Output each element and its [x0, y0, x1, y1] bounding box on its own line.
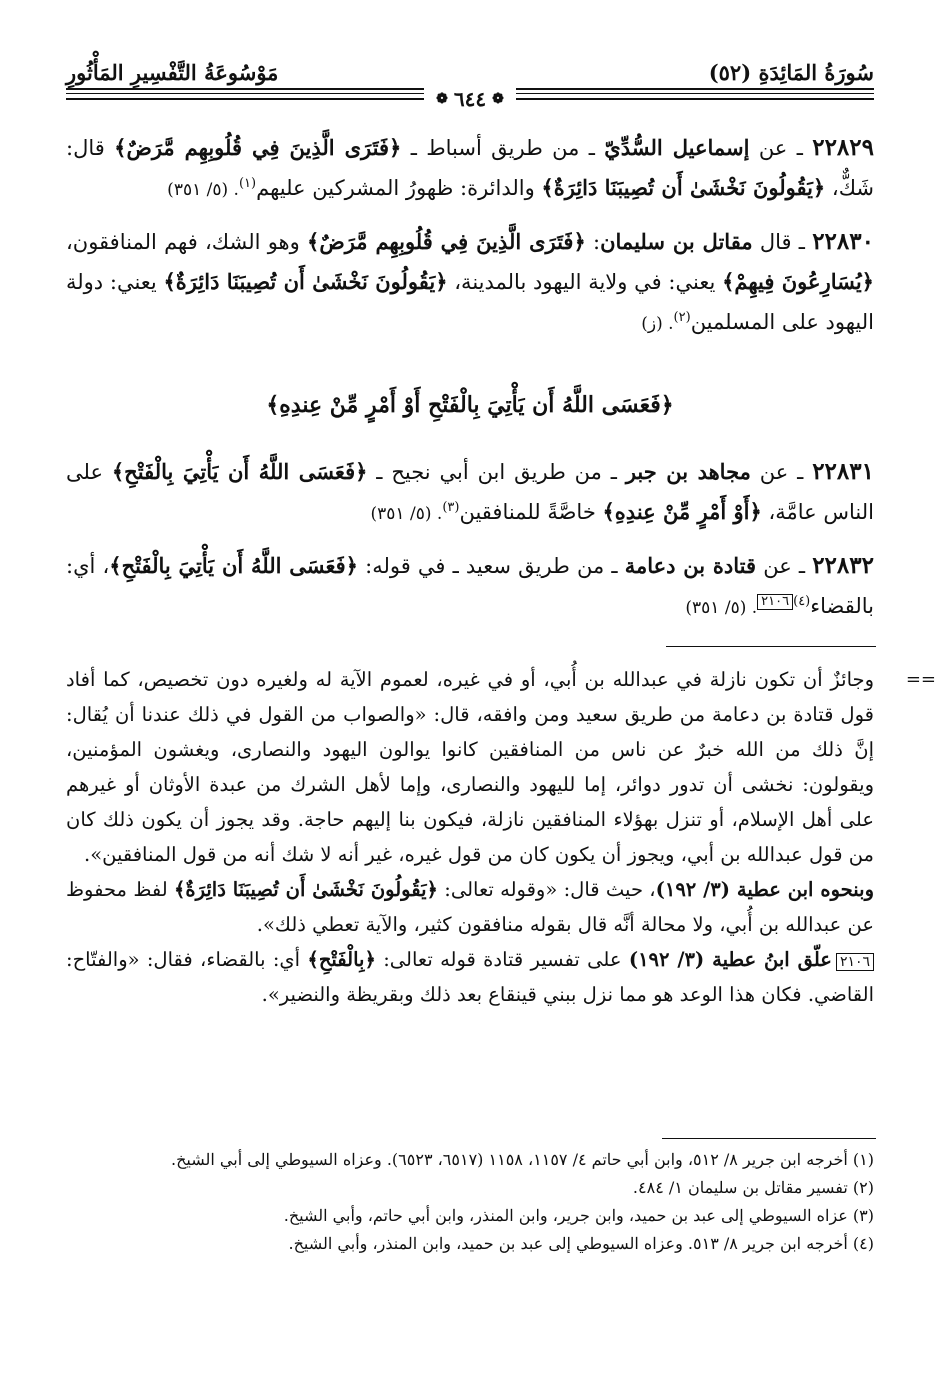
entry-text: ـ من طريق ابن أبي نجيح ـ [367, 460, 626, 484]
commentary-text: على تفسير قتادة قوله تعالى: [375, 948, 629, 971]
entry-number: ٢٢٨٣٠ [812, 228, 874, 255]
ayah-heading: ﴿فَعَسَى اللَّهُ أَن يَأْتِيَ بِالْفَتْحِ أَوْ أَمْرٍ مِّنْ عِندِهِ﴾ [266, 392, 674, 418]
commentary-text: لفظ محفوظ عن عبدالله بن أُبي، ولا محالة أنَّه قال بقوله منافقون كثير، والآية تعطي ذلك». [66, 878, 874, 936]
source-reference: . (ز) [641, 314, 674, 334]
entry-text: والدائرة: ظهورُ المشركين عليهم [256, 176, 542, 200]
quran-quote: ﴿فَعَسَى اللَّهُ أَن يَأْتِيَ بِالْفَتْحِ﴾ [111, 459, 368, 484]
header-surah-title: سُورَةُ المَائِدَةِ (٥٢) [708, 60, 874, 85]
narrator-name: مقاتل بن سليمان [600, 229, 753, 254]
entry-text: ـ عن [749, 136, 813, 160]
entry-text: ـ من طريق سعيد ـ في قوله: [357, 554, 625, 578]
entry-number: ٢٢٨٣٢ [812, 552, 874, 579]
commentary-author: وبنحوه ابن عطية (٣/ ١٩٢) [655, 878, 874, 901]
narrator-name: قتادة بن دعامة [624, 553, 757, 578]
footnote-marker[interactable]: (٤) [793, 594, 811, 609]
narrator-name: مجاهد بن جبر [625, 459, 751, 484]
ornament-icon: ❁ [492, 91, 504, 107]
quran-quote: ﴿يَقُولُونَ نَخْشَىٰ أَن تُصِيبَنَا دَائِرَةٌ﴾ [541, 175, 826, 200]
commentary-paragraph: وجائزٌ أن تكون نازلة في عبدالله بن أُبي، أو في غيره، لعموم الآية له ولغيره دون تخصيص، كما أفاد قول قتادة بن دعامة من طريق سعيد ومن وافقه، قال: «والصواب من القول في ذلك عندنا أن يُقال: إنَّ ذلك من الله خبرٌ عن ناس من المنافقين كانوا يوالون اليهود والنصارى، ويغشون المؤمنين، ويقولون: نخشى أن تدور دوائر، إما لليهود والنصارى، وإما لأهل الشرك من عبدة الأوثان أو غيرهم على أهل الإسلام، أو تنزل بهؤلاء المنافقين نازلة، فيكون بنا إليهم حاجة. وقد يجوز أن يكون ذلك كان من قول عبدالله بن أبي، ويجوز أن يكون كان من قول غيره، غير أنه لا شك أنه من قول المنافقين». [66, 668, 874, 866]
page-number-rule-right [516, 98, 874, 100]
quran-quote: ﴿فَعَسَى اللَّهُ أَن يَأْتِيَ بِالْفَتْحِ﴾ [109, 553, 358, 578]
entry-text: : [585, 230, 601, 254]
entry-text: ـ من طريق أسباط ـ [401, 136, 605, 160]
ornament-icon: ❁ [436, 91, 448, 107]
quran-quote: ﴿فَتَرَى الَّذِينَ فِي قُلُوبِهِم مَّرَضٌ﴾ [307, 229, 586, 254]
quran-quote: ﴿يَقُولُونَ نَخْشَىٰ أَن تُصِيبَنَا دَائِرَةٌ﴾ [163, 269, 448, 294]
entry-text: قال: شَكٌّ، [66, 136, 874, 200]
entry-text: وهو الشك، فهم المنافقون، [66, 230, 308, 254]
quran-quote: ﴿أَوْ أَمْرٍ مِّنْ عِندِهِ﴾ [602, 499, 762, 524]
commentary-author: علّق ابنُ عطية (٣/ ١٩٢) [628, 948, 832, 971]
page-number [424, 87, 516, 111]
commentary-section [66, 662, 936, 1012]
quran-quote: ﴿فَتَرَى الَّذِينَ فِي قُلُوبِهِم مَّرَضٌ﴾ [114, 135, 402, 160]
footnote-item: (٤) أخرجه ابن جرير ٨/ ٥١٣. وعزاه السيوطي إلى عبد بن حميد، وابن المنذر، وأبي الشيخ. [288, 1234, 874, 1253]
narrator-name: إسماعيل السُّدِّيّ [604, 135, 750, 160]
quran-quote: ﴿بِالْفَتْحِ﴾ [307, 948, 376, 971]
page-number-value: ٦٤٤ [453, 87, 487, 111]
footnotes [66, 1146, 874, 1258]
entry-text: على الناس عامَّة، [66, 460, 874, 524]
commentary-number-box[interactable]: ٢١٠٦ [836, 953, 874, 971]
entry-text: ، أي: بالقضاء [66, 554, 874, 618]
commentary-link-box[interactable]: ٢١٠٦ [757, 594, 793, 610]
entry-text: ـ عن [750, 460, 813, 484]
page-number-row [66, 88, 874, 110]
narration-entry [66, 128, 874, 210]
footnote-item: (١) أخرجه ابن جرير ٨/ ٥١٢، وابن أبي حاتم ٤/ ١١٥٧، ١١٥٨ (٦٥١٧، ٦٥٢٣). وعزاه السيوطي إلى أبي الشيخ. [171, 1150, 874, 1169]
narration-entry [66, 452, 874, 534]
entry-text: يعني: في ولاية اليهود بالمدينة، [447, 270, 723, 294]
narration-entry [66, 546, 874, 628]
entry-text: ـ عن [756, 554, 813, 578]
entry-text: يعني: دولة اليهود على المسلمين [66, 270, 874, 334]
quran-quote: ﴿يَقُولُونَ نَخْشَىٰ أَن تُصِيبَنَا دَائِرَةٌ﴾ [173, 878, 438, 901]
footnote-marker[interactable]: (٣) [442, 500, 460, 515]
footnote-item: (٢) تفسير مقاتل بن سليمان ١/ ٤٨٤. [632, 1178, 874, 1197]
page-number-rule-left [66, 98, 424, 100]
entry-number: ٢٢٨٣١ [812, 458, 874, 485]
footnote-item: (٣) عزاه السيوطي إلى عبد بن حميد، وابن جرير، وابن المنذر، وابن أبي حاتم، وأبي الشيخ. [283, 1206, 874, 1225]
footnote-marker[interactable]: (١) [238, 176, 257, 191]
footnote-divider [662, 1138, 876, 1139]
source-reference: . (٥/ ٣٥١) [167, 180, 239, 200]
narration-entry [66, 222, 874, 344]
running-header [66, 52, 874, 90]
source-reference: . (٥/ ٣٥١) [685, 598, 758, 618]
footnote-marker[interactable]: (٢) [673, 310, 691, 325]
quran-quote: ﴿يُسَارِعُونَ فِيهِمْ﴾ [722, 269, 874, 294]
commentary-paragraph [66, 872, 874, 942]
header-book-title: مَوْسُوعَةُ التَّفْسِيرِ المَأْثُورِ [66, 60, 279, 85]
source-reference: . (٥/ ٣٥١) [370, 504, 443, 524]
entry-number: ٢٢٨٢٩ [812, 134, 874, 161]
continuation-marker: == [905, 669, 936, 690]
commentary-paragraph [66, 942, 874, 1012]
entry-text: خاصَّةً للمنافقين [459, 500, 603, 524]
section-divider [666, 646, 876, 647]
commentary-text: أي: بالقضاء، فقال: «والفتّاح: القاضي. فكان هذا الوعد هو مما نزل ببني قينقاع بعد ذلك وبقريظة والنضير». [66, 948, 874, 1006]
entry-text: ـ قال [752, 230, 813, 254]
commentary-text: ، حيث قال: «وقوله تعالى: [437, 878, 656, 901]
